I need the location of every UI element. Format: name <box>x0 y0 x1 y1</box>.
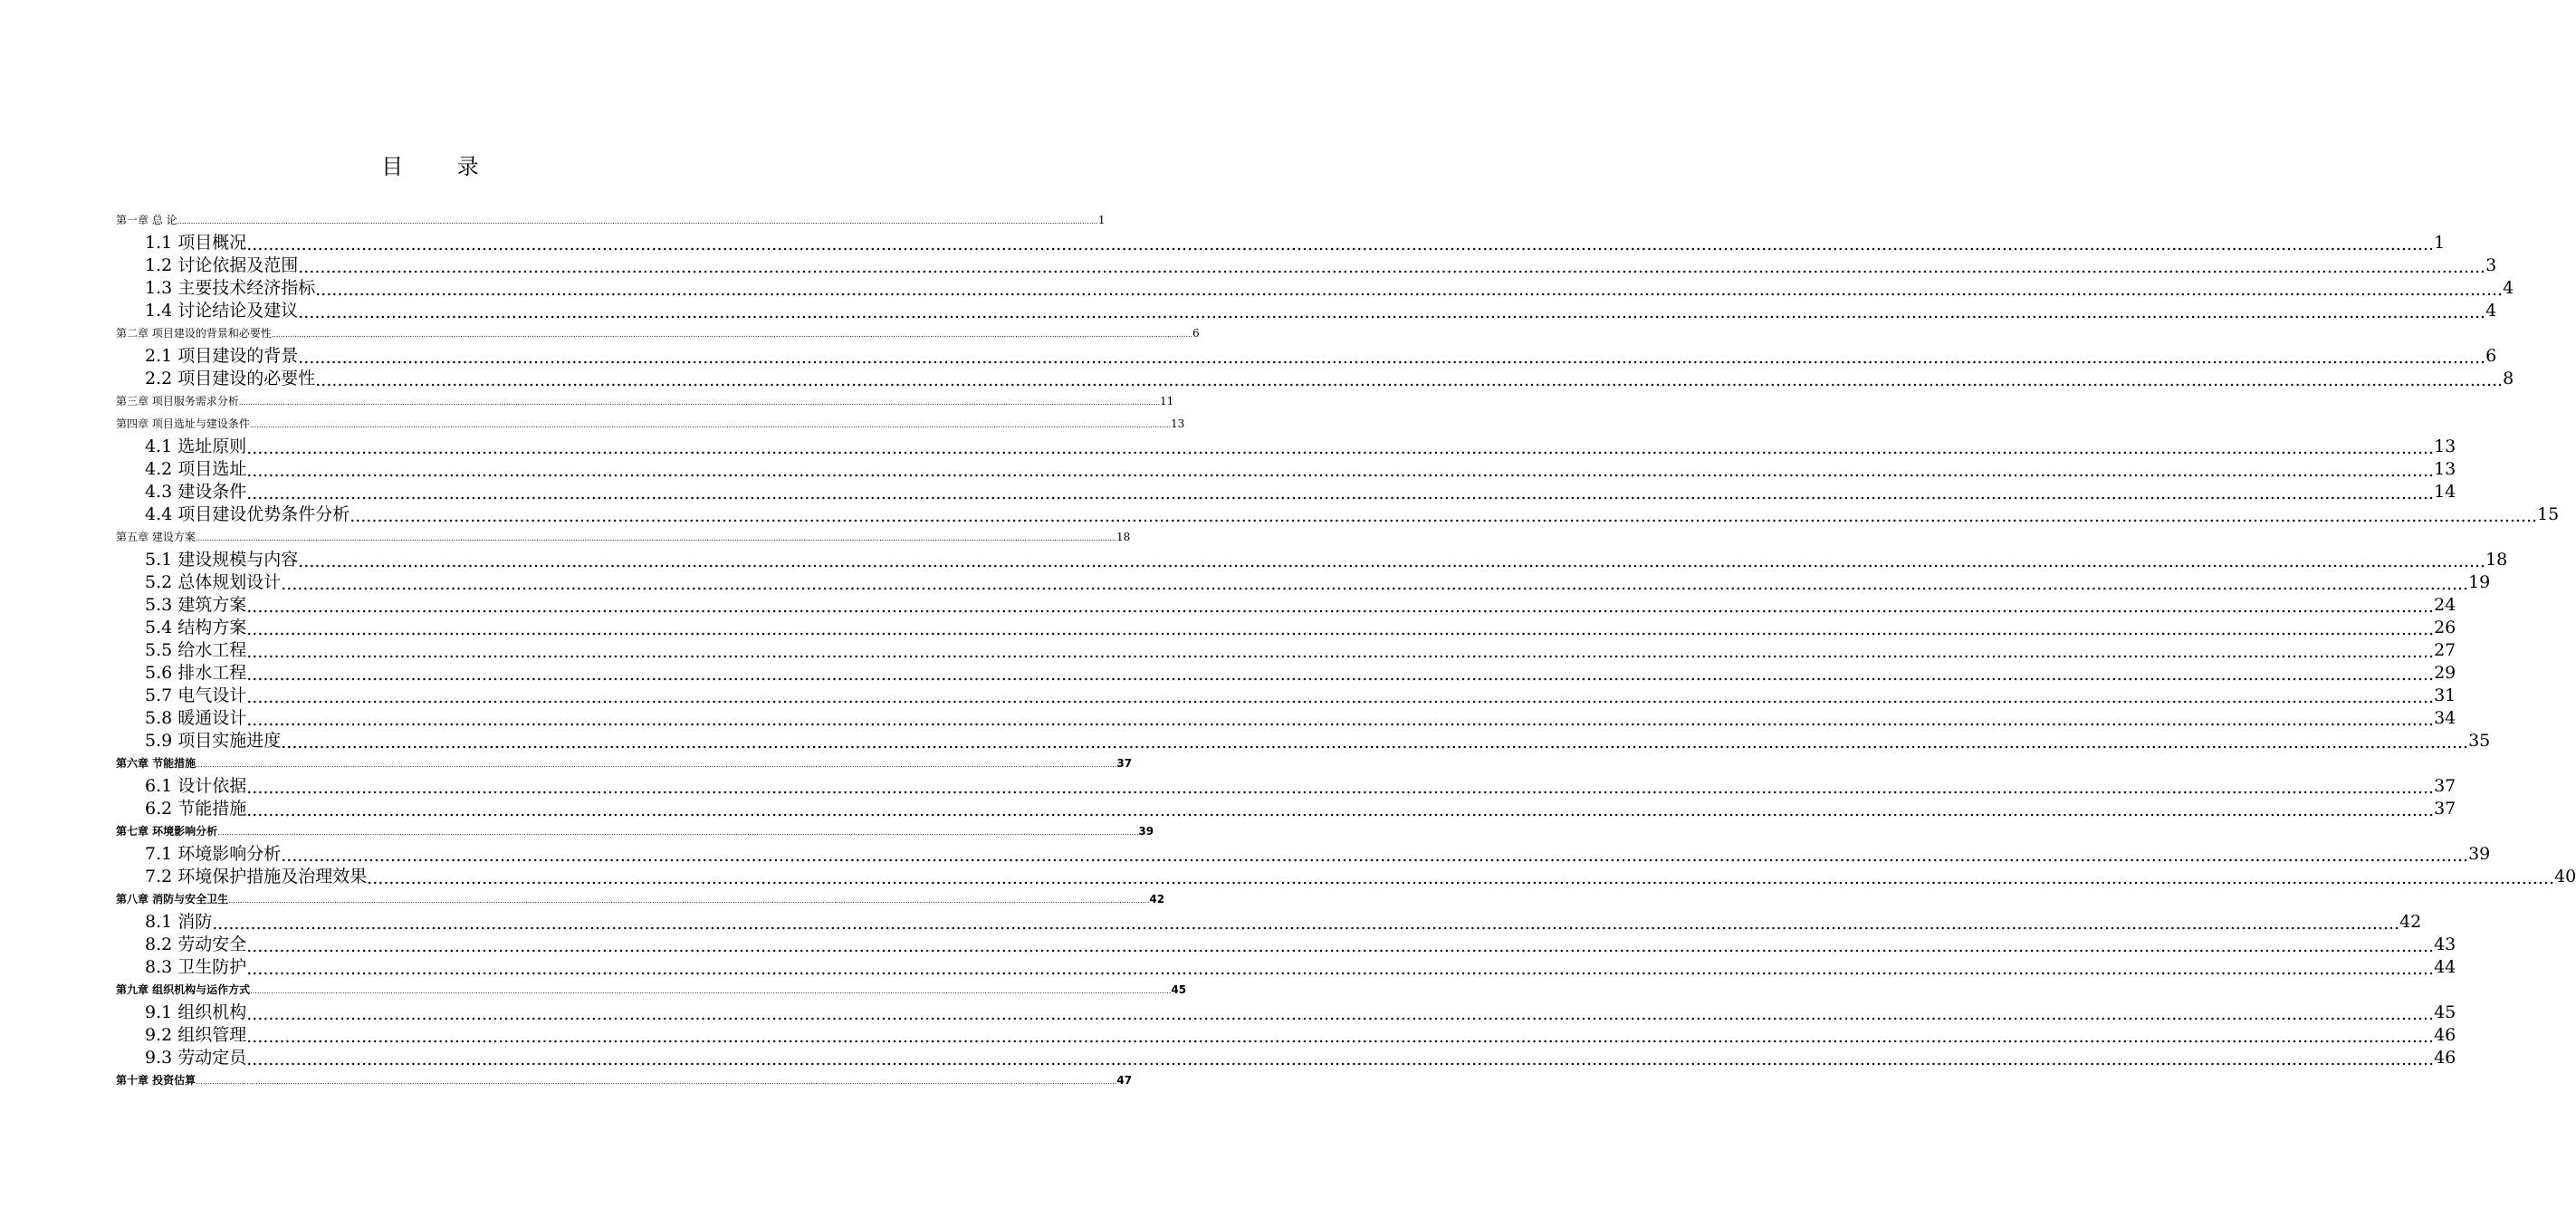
toc-leader-dots: ................................................................................................................................................................................................................................................................................................................................................................................................................ <box>246 597 2435 617</box>
toc-leader-dots: ................................................................................................................................................................................................................................................................................................................................................................................................................ <box>246 959 2435 979</box>
toc-entry-page-number: 45 <box>2434 1002 2456 1022</box>
toc-section-entry[interactable] <box>145 956 2456 979</box>
toc-leader-dots: ................................................................................................................................................................................................................................................................................................................................................................................................................ <box>249 421 1172 429</box>
toc-section-entry[interactable] <box>145 934 2456 956</box>
toc-section-entry[interactable] <box>145 1001 2456 1024</box>
toc-section-entry[interactable] <box>145 549 2508 571</box>
toc-entry-page-number: 8 <box>2503 369 2514 388</box>
toc-entry-title: 7.1 环境影响分析 <box>145 844 282 864</box>
toc-entry-title: 第一章 总 论 <box>116 214 177 226</box>
toc-entry-title: 第五章 建设方案 <box>116 531 196 543</box>
toc-chapter-entry[interactable] <box>116 212 1106 228</box>
toc-entry-page-number: 42 <box>2399 912 2422 932</box>
toc-leader-dots: ................................................................................................................................................................................................................................................................................................................................................................................................................ <box>246 665 2435 685</box>
toc-section-entry[interactable] <box>145 662 2456 685</box>
toc-entry-page-number: 4 <box>2503 278 2514 298</box>
toc-leader-dots: ................................................................................................................................................................................................................................................................................................................................................................................................................ <box>195 534 1117 542</box>
toc-leader-dots: ................................................................................................................................................................................................................................................................................................................................................................................................................ <box>246 642 2435 662</box>
toc-entry-page-number: 37 <box>2434 776 2456 796</box>
toc-section-entry[interactable] <box>145 436 2456 458</box>
toc-section-entry[interactable] <box>145 911 2422 934</box>
toc-entry-title: 6.1 设计依据 <box>145 776 247 796</box>
toc-entry-page-number: 1 <box>1097 214 1106 226</box>
toc-entry-title: 5.6 排水工程 <box>145 663 247 683</box>
toc-leader-dots: ................................................................................................................................................................................................................................................................................................................................................................................................................ <box>281 846 2469 866</box>
toc-entry-title: 第四章 项目选址与建设条件 <box>116 417 250 430</box>
toc-entry-page-number: 34 <box>2434 708 2456 728</box>
toc-leader-dots: ................................................................................................................................................................................................................................................................................................................................................................................................................ <box>246 438 2435 458</box>
toc-section-entry[interactable] <box>145 277 2514 300</box>
toc-leader-dots: ................................................................................................................................................................................................................................................................................................................................................................................................................ <box>246 778 2435 798</box>
toc-section-entry[interactable] <box>145 798 2456 820</box>
toc-leader-dots: ................................................................................................................................................................................................................................................................................................................................................................................................................ <box>177 217 1098 225</box>
page-title: 目 录 <box>381 154 503 179</box>
toc-entry-title: 9.3 劳动定员 <box>145 1048 247 1068</box>
toc-entry-title: 1.1 项目概况 <box>145 233 247 253</box>
toc-entry-title: 8.3 卫生防护 <box>145 957 247 977</box>
toc-entry-title: 第六章 节能措施 <box>116 757 196 770</box>
toc-chapter-entry[interactable] <box>116 755 1133 771</box>
toc-entry-page-number: 39 <box>2468 844 2491 864</box>
toc-leader-dots: ................................................................................................................................................................................................................................................................................................................................................................................................................ <box>350 506 2538 526</box>
toc-entry-page-number: 42 <box>1149 893 1165 906</box>
toc-section-entry[interactable] <box>145 866 2576 888</box>
toc-leader-dots: ................................................................................................................................................................................................................................................................................................................................................................................................................ <box>271 331 1193 339</box>
toc-leader-dots: ................................................................................................................................................................................................................................................................................................................................................................................................................ <box>315 370 2504 390</box>
toc-chapter-entry[interactable] <box>116 823 1154 839</box>
toc-leader-dots: ................................................................................................................................................................................................................................................................................................................................................................................................................ <box>246 235 2435 254</box>
toc-leader-dots: ................................................................................................................................................................................................................................................................................................................................................................................................................ <box>298 257 2486 277</box>
toc-entry-title: 第八章 消防与安全卫生 <box>116 893 229 906</box>
toc-entry-title: 5.1 建设规模与内容 <box>145 550 299 570</box>
toc-chapter-entry[interactable] <box>116 325 1200 341</box>
toc-section-entry[interactable] <box>145 617 2456 639</box>
toc-entry-title: 9.1 组织机构 <box>145 1002 247 1022</box>
toc-entry-page-number: 47 <box>1116 1074 1133 1087</box>
toc-entry-page-number: 27 <box>2434 640 2456 660</box>
toc-section-entry[interactable] <box>145 232 2446 254</box>
toc-entry-page-number: 3 <box>2485 255 2497 275</box>
toc-chapter-entry[interactable] <box>116 891 1165 907</box>
toc-entry-page-number: 13 <box>1171 417 1185 430</box>
toc-entry-title: 第九章 组织机构与运作方式 <box>116 983 251 996</box>
toc-leader-dots: ................................................................................................................................................................................................................................................................................................................................................................................................................ <box>250 987 1172 995</box>
toc-leader-dots: ................................................................................................................................................................................................................................................................................................................................................................................................................ <box>228 896 1150 905</box>
toc-entry-title: 第七章 环境影响分析 <box>116 825 218 838</box>
toc-entry-title: 5.9 项目实施进度 <box>145 731 282 751</box>
toc-entry-title: 5.3 建筑方案 <box>145 595 247 615</box>
toc-entry-page-number: 26 <box>2434 618 2456 637</box>
toc-section-entry[interactable] <box>145 368 2514 390</box>
toc-leader-dots: ................................................................................................................................................................................................................................................................................................................................................................................................................ <box>298 302 2486 322</box>
toc-entry-title: 4.3 建设条件 <box>145 482 247 502</box>
toc-section-entry[interactable] <box>145 843 2491 866</box>
toc-entry-title: 4.4 项目建设优势条件分析 <box>145 504 350 524</box>
toc-leader-dots: ................................................................................................................................................................................................................................................................................................................................................................................................................ <box>246 1027 2435 1047</box>
toc-section-entry[interactable] <box>145 685 2456 707</box>
toc-chapter-entry[interactable] <box>116 1072 1133 1088</box>
toc-section-entry[interactable] <box>145 481 2456 503</box>
toc-entry-page-number: 13 <box>2434 459 2456 479</box>
toc-entry-title: 5.2 总体规划设计 <box>145 572 282 592</box>
toc-entry-title: 第三章 项目服务需求分析 <box>116 395 239 407</box>
toc-section-entry[interactable] <box>145 503 2560 526</box>
toc-chapter-entry[interactable] <box>116 529 1131 545</box>
toc-entry-page-number: 6 <box>1192 327 1200 340</box>
toc-entry-page-number: 37 <box>2434 799 2456 819</box>
toc-section-entry[interactable] <box>145 458 2456 481</box>
toc-entry-page-number: 13 <box>2434 436 2456 456</box>
toc-entry-title: 1.3 主要技术经济指标 <box>145 278 316 298</box>
toc-leader-dots: ................................................................................................................................................................................................................................................................................................................................................................................................................ <box>196 1078 1117 1086</box>
toc-section-entry[interactable] <box>145 1024 2456 1047</box>
toc-chapter-entry[interactable] <box>116 982 1187 998</box>
toc-leader-dots: ................................................................................................................................................................................................................................................................................................................................................................................................................ <box>217 829 1139 837</box>
toc-entry-page-number: 19 <box>2468 572 2491 592</box>
toc-leader-dots: ................................................................................................................................................................................................................................................................................................................................................................................................................ <box>281 574 2469 594</box>
toc-section-entry[interactable] <box>145 730 2491 752</box>
toc-entry-title: 5.4 结构方案 <box>145 618 247 637</box>
toc-entry-title: 第十章 投资估算 <box>116 1074 196 1087</box>
toc-leader-dots: ................................................................................................................................................................................................................................................................................................................................................................................................................ <box>246 461 2435 481</box>
toc-entry-title: 8.1 消防 <box>145 912 213 932</box>
toc-entry-title: 4.2 项目选址 <box>145 459 247 479</box>
toc-leader-dots: ................................................................................................................................................................................................................................................................................................................................................................................................................ <box>246 1004 2435 1024</box>
toc-entry-page-number: 46 <box>2434 1025 2456 1045</box>
toc-leader-dots: ................................................................................................................................................................................................................................................................................................................................................................................................................ <box>246 1049 2435 1069</box>
toc-entry-page-number: 14 <box>2434 482 2456 502</box>
toc-entry-title: 5.5 给水工程 <box>145 640 247 660</box>
toc-entry-page-number: 29 <box>2434 663 2456 683</box>
toc-entry-title: 第二章 项目建设的背景和必要性 <box>116 327 272 340</box>
toc-leader-dots: ................................................................................................................................................................................................................................................................................................................................................................................................................ <box>281 733 2469 752</box>
toc-entry-title: 1.2 讨论依据及范围 <box>145 255 299 275</box>
toc-section-entry[interactable] <box>145 300 2497 322</box>
toc-entry-page-number: 43 <box>2434 934 2456 954</box>
toc-entry-page-number: 37 <box>1116 757 1133 770</box>
toc-section-entry[interactable] <box>145 594 2456 617</box>
toc-entry-title: 7.2 环境保护措施及治理效果 <box>145 867 368 886</box>
toc-entry-page-number: 18 <box>1116 531 1131 543</box>
toc-entry-page-number: 39 <box>1138 825 1154 838</box>
toc-leader-dots: ................................................................................................................................................................................................................................................................................................................................................................................................................ <box>298 551 2486 571</box>
toc-leader-dots: ................................................................................................................................................................................................................................................................................................................................................................................................................ <box>246 484 2435 503</box>
toc-leader-dots: ................................................................................................................................................................................................................................................................................................................................................................................................................ <box>246 710 2435 730</box>
toc-entry-title: 5.7 电气设计 <box>145 685 247 705</box>
toc-entry-page-number: 18 <box>2485 550 2508 570</box>
toc-leader-dots: ................................................................................................................................................................................................................................................................................................................................................................................................................ <box>246 619 2435 639</box>
toc-section-entry[interactable] <box>145 345 2497 368</box>
toc-chapter-entry[interactable] <box>116 393 1174 409</box>
toc-leader-dots: ................................................................................................................................................................................................................................................................................................................................................................................................................ <box>246 687 2435 707</box>
toc-leader-dots: ................................................................................................................................................................................................................................................................................................................................................................................................................ <box>315 280 2504 300</box>
toc-entry-page-number: 24 <box>2434 595 2456 615</box>
toc-entry-title: 8.2 劳动安全 <box>145 934 247 954</box>
toc-section-entry[interactable] <box>145 639 2456 662</box>
toc-leader-dots: ................................................................................................................................................................................................................................................................................................................................................................................................................ <box>238 398 1161 407</box>
toc-entry-title: 1.4 讨论结论及建议 <box>145 301 299 321</box>
toc-leader-dots: ................................................................................................................................................................................................................................................................................................................................................................................................................ <box>246 800 2435 820</box>
toc-entry-title: 9.2 组织管理 <box>145 1025 247 1045</box>
toc-entry-page-number: 6 <box>2485 346 2497 366</box>
toc-entry-page-number: 1 <box>2434 233 2446 253</box>
toc-section-entry[interactable] <box>145 254 2497 277</box>
toc-leader-dots: ................................................................................................................................................................................................................................................................................................................................................................................................................ <box>212 914 2400 934</box>
toc-entry-title: 6.2 节能措施 <box>145 799 247 819</box>
toc-leader-dots: ................................................................................................................................................................................................................................................................................................................................................................................................................ <box>196 761 1117 769</box>
toc-entry-page-number: 31 <box>2434 685 2456 705</box>
toc-entry-page-number: 4 <box>2485 301 2497 321</box>
toc-entry-page-number: 11 <box>1160 395 1174 407</box>
toc-section-entry[interactable] <box>145 707 2456 730</box>
toc-leader-dots: ................................................................................................................................................................................................................................................................................................................................................................................................................ <box>246 936 2435 956</box>
toc-entry-page-number: 44 <box>2434 957 2456 977</box>
toc-entry-title: 2.1 项目建设的背景 <box>145 346 299 366</box>
toc-entry-page-number: 46 <box>2434 1048 2456 1068</box>
toc-chapter-entry[interactable] <box>116 416 1185 432</box>
toc-entry-title: 4.1 选址原则 <box>145 436 247 456</box>
toc-section-entry[interactable] <box>145 775 2456 798</box>
toc-entry-page-number: 40 <box>2554 867 2576 886</box>
toc-leader-dots: ................................................................................................................................................................................................................................................................................................................................................................................................................ <box>367 868 2555 888</box>
toc-section-entry[interactable] <box>145 571 2491 594</box>
toc-entry-page-number: 45 <box>1171 983 1187 996</box>
toc-leader-dots: ................................................................................................................................................................................................................................................................................................................................................................................................................ <box>298 348 2486 368</box>
toc-entry-title: 5.8 暖通设计 <box>145 708 247 728</box>
toc-entry-page-number: 35 <box>2468 731 2491 751</box>
toc-entry-page-number: 15 <box>2537 504 2560 524</box>
toc-section-entry[interactable] <box>145 1047 2456 1069</box>
toc-entry-title: 2.2 项目建设的必要性 <box>145 369 316 388</box>
